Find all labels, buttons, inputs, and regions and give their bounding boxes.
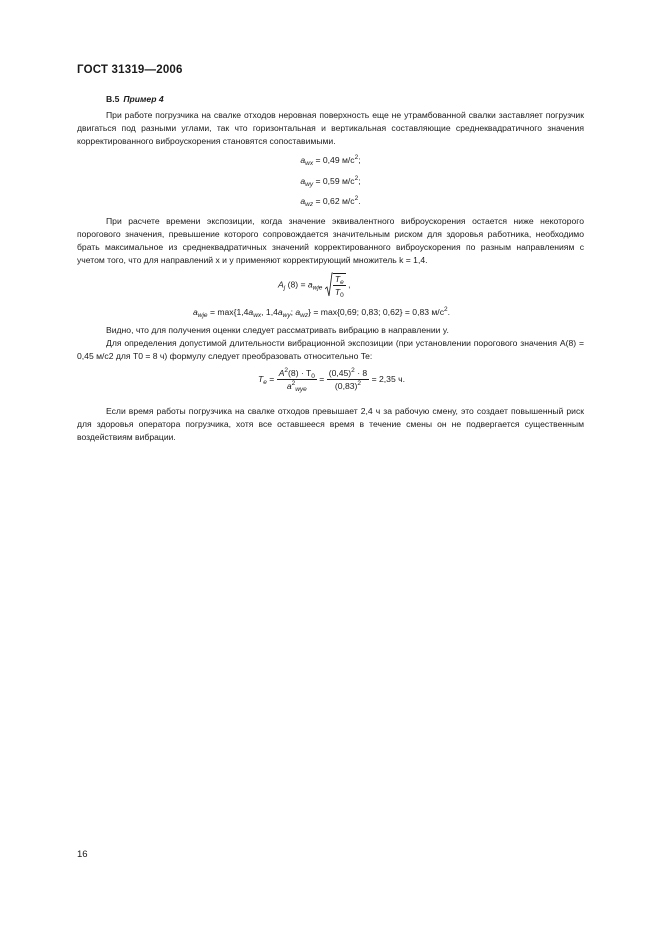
- section-number: B.5: [106, 94, 120, 104]
- section-heading: [106, 94, 164, 104]
- page-number: 16: [77, 849, 88, 860]
- measurement-wz: $a_{wz} = 0,62$ $м/с^2$.: [300, 195, 361, 208]
- measurement-wx: $a_{wx} = 0,49$ $м/с^2$;: [300, 154, 361, 167]
- duration-paragraph: Для определения допустимой длительности вибрационной экспозиции (при установлении порогового значения A(8) = 0,45 м/с2 для T0 = 8 ч) формулу следует преобразовать относительно Te:: [77, 338, 584, 361]
- final-paragraph: Если время работы погрузчика на свалке отходов превышает 2,4 ч за рабочую смену, это создает повышенный риск для здоровья оператора погрузчика, хотя все оставшееся время в течение смены он не подвергается существенным воздействиям вибрации.: [77, 406, 584, 442]
- radical-sign: [325, 272, 333, 298]
- formula-max: $a_{wje} = \max\{1,4a_{wx}$, $1,4a_{wy}$; $a_{wz}\} = \max\{0,69$; 0,83; 0,62} = 0,83 $м/с^2$.: [193, 306, 451, 319]
- document-header: ГОСТ 31319—2006: [77, 64, 183, 76]
- measurement-wy: $a_{wy} = 0,59$ $м/с^2$;: [300, 175, 361, 188]
- conclusion-paragraph: Видно, что для получения оценки следует рассматривать вибрацию в направлении y.: [106, 325, 449, 335]
- formula-te: $T_e$ = $\frac{A^2(8) \cdot T_0}{a^2_{wye}}$ = $\frac{(0,45)^2 \cdot 8}{(0,83)^2}$ = 2,35 ч.: [258, 367, 405, 393]
- intro-paragraph: При работе погрузчика на свалке отходов неровная поверхность еще не утрамбованной свалки заставляет погрузчик двигаться под разными углами, так что горизонтальная и вертикальная составляющие среднеквадратичного значения корректированного виброускорения становятся сопоставимыми.: [77, 110, 584, 146]
- formula-a8: $A_j$ $(8) = a_{wje}$ $\frac{T_e}{T_0}$ ,: [278, 274, 351, 299]
- section-title: Пример 4: [123, 94, 164, 104]
- exposure-paragraph: При расчете времени экспозиции, когда значение эквивалентного виброускорения остается ниже некоторого порогового значения, превышение которого сопровождается значительным риском для здоровья работника, необходимо брать максимальное из среднеквадратичных значений корректированного виброускорения по разным направлениям с учетом того, что для направлений x и y применяют корректирующий множитель k = 1,4.: [77, 216, 584, 265]
- sqrt-symbol: $\frac{T_e}{T_0}$: [325, 272, 346, 298]
